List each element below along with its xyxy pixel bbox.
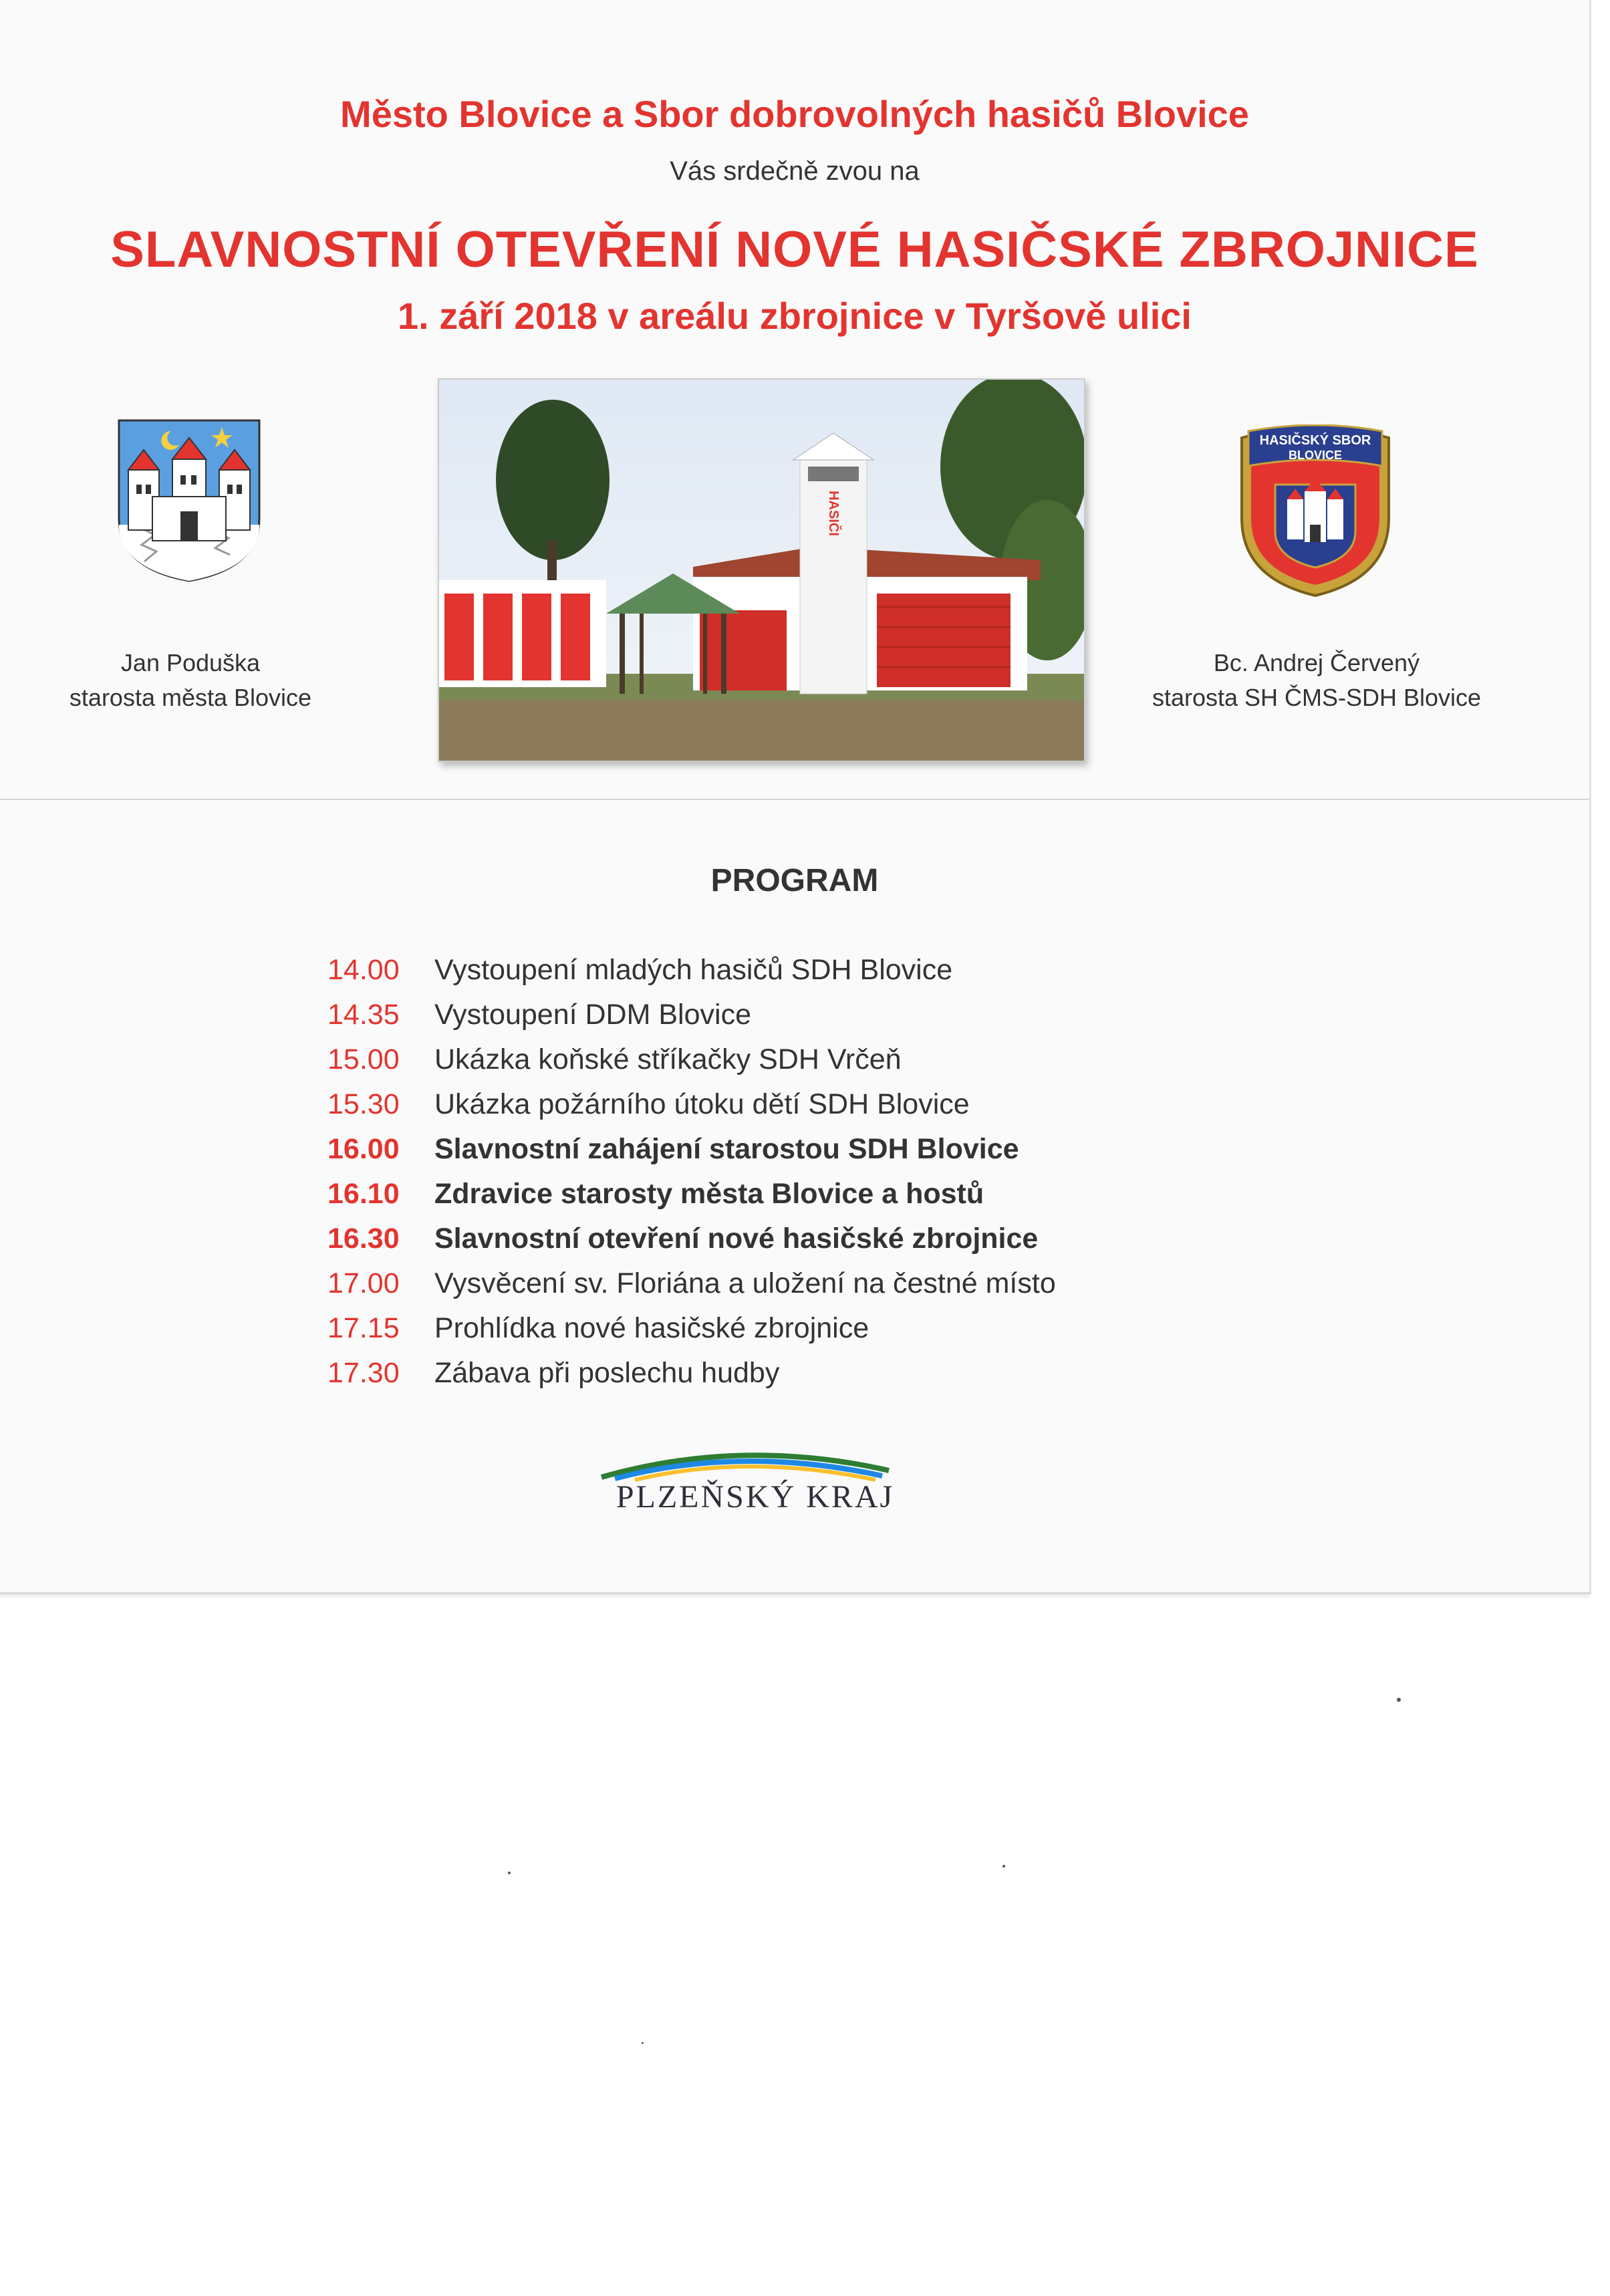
program-event: Prohlídka nové hasičské zbrojnice xyxy=(434,1312,869,1344)
program-time: 17.00 xyxy=(327,1267,400,1299)
program-event: Ukázka požárního útoku dětí SDH Blovice xyxy=(434,1088,970,1120)
program-event: Zdravice starosty města Blovice a hostů xyxy=(434,1178,984,1210)
program-event: Vystoupení mladých hasičů SDH Blovice xyxy=(434,954,953,986)
program-time: 16.00 xyxy=(327,1133,400,1165)
program-event: Slavnostní zahájení starostou SDH Blovice xyxy=(434,1133,1019,1165)
mayor-role: starosta města Blovice xyxy=(69,684,312,711)
badge-text-top: HASIČSKÝ SBOR xyxy=(1259,433,1371,448)
badge-text-bottom: BLOVICE xyxy=(1288,449,1343,462)
program-event: Zábava při poslechu hudby xyxy=(434,1357,780,1389)
program-time: 14.35 xyxy=(327,999,400,1031)
program-heading: PROGRAM xyxy=(710,863,879,898)
organizers-heading: Město Blovice a Sbor dobrovolných hasičů Blovice xyxy=(340,93,1249,135)
scan-speck xyxy=(1002,1865,1005,1868)
event-title: SLAVNOSTNÍ OTEVŘENÍ NOVÉ HASIČSKÉ ZBROJNICE xyxy=(110,221,1479,278)
fire-brigade-badge-icon xyxy=(1235,424,1395,598)
scan-speck xyxy=(1397,1698,1401,1702)
program-time: 16.10 xyxy=(327,1178,400,1210)
program-time: 16.30 xyxy=(327,1223,400,1255)
region-logo-swoosh-icon xyxy=(595,1437,902,1484)
program-event: Vystoupení DDM Blovice xyxy=(434,999,751,1031)
invitation-line: Vás srdečně zvou na xyxy=(670,156,920,186)
blovice-coat-of-arms-icon xyxy=(115,418,263,584)
fold-line xyxy=(0,799,1589,800)
program-event: Slavnostní otevření nové hasičské zbrojnice xyxy=(434,1223,1039,1255)
brigade-chief-role: starosta SH ČMS-SDH Blovice xyxy=(1152,684,1482,711)
program-time: 17.30 xyxy=(327,1357,400,1389)
plzensky-kraj-logo xyxy=(595,1437,902,1517)
program-time: 14.00 xyxy=(327,954,400,986)
fire-station-photo xyxy=(438,378,1085,762)
event-date-place: 1. září 2018 v areálu zbrojnice v Tyršově ulici xyxy=(397,295,1192,337)
scan-speck xyxy=(642,2042,644,2044)
program-time: 15.30 xyxy=(327,1088,400,1120)
mayor-signature-block xyxy=(40,646,341,715)
region-logo-text: PLZEŇSKÝ KRAJ xyxy=(616,1479,895,1515)
brigade-chief-name: Bc. Andrej Červený xyxy=(1213,649,1420,676)
program-event: Vysvěcení sv. Floriána a uložení na čestné místo xyxy=(434,1267,1056,1299)
program-time: 15.00 xyxy=(327,1043,400,1075)
program-event: Ukázka koňské stříkačky SDH Vrčeň xyxy=(434,1043,902,1075)
scan-edge-shadow xyxy=(0,1594,1589,1600)
brigade-chief-signature-block xyxy=(1129,646,1504,715)
mayor-name: Jan Poduška xyxy=(120,649,261,676)
program-time: 17.15 xyxy=(327,1312,400,1344)
tower-letters: HASIČI xyxy=(826,491,841,536)
scan-speck xyxy=(508,1872,511,1874)
